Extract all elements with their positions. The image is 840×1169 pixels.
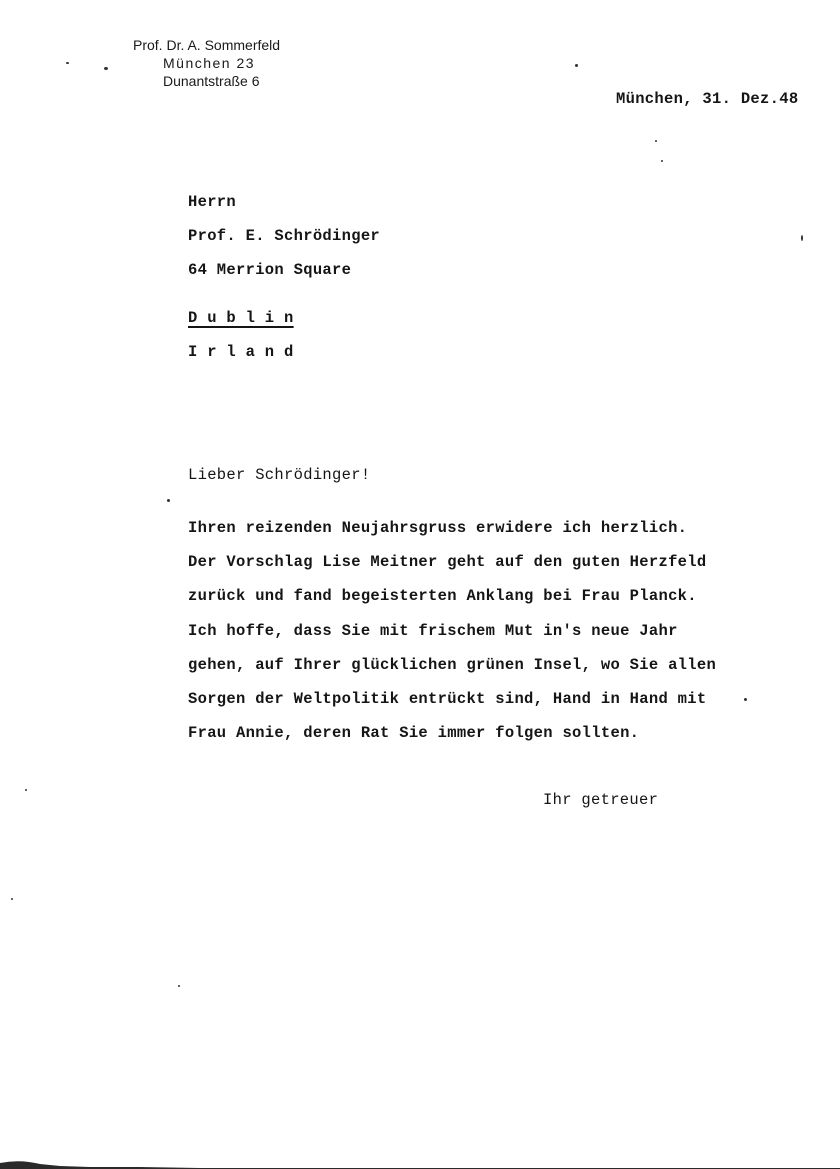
scan-speck: [655, 140, 657, 142]
recipient-name: Prof. E. Schrödinger: [188, 227, 381, 245]
recipient-title: Herrn: [188, 193, 237, 211]
scan-speck: [66, 62, 69, 64]
letter-closing: Ihr getreuer: [543, 791, 659, 809]
body-line: Ihren reizenden Neujahrsgruss erwidere ich herzlich.: [188, 519, 688, 537]
recipient-street: 64 Merrion Square: [188, 261, 352, 279]
sender-name: Prof. Dr. A. Sommerfeld: [133, 37, 281, 53]
scan-speck: [575, 64, 578, 67]
scan-bottom-edge: [0, 1155, 840, 1169]
letter-salutation: Lieber Schrödinger!: [188, 466, 371, 484]
recipient-country: I r l a n d: [188, 343, 294, 361]
scan-speck: [11, 898, 13, 900]
body-line: zurück und fand begeisterten Anklang bei Frau Planck.: [188, 587, 697, 606]
sender-street: Dunantstraße 6: [163, 73, 260, 89]
scan-speck: [167, 499, 170, 502]
recipient-address: [188, 192, 380, 376]
scan-speck: [25, 789, 27, 791]
scan-speck: [661, 160, 663, 162]
scan-speck: [801, 235, 803, 241]
letter-date: München, 31. Dez.48: [616, 90, 799, 108]
body-line: Ich hoffe, dass Sie mit frischem Mut in's neue Jahr: [188, 621, 678, 640]
letter-body: [188, 466, 716, 757]
scan-speck: [178, 985, 180, 987]
body-line: Der Vorschlag Lise Meitner geht auf den guten Herzfeld: [188, 553, 707, 572]
body-line: Frau Annie, deren Rat Sie immer folgen sollten.: [188, 724, 640, 743]
address-spacer: [188, 294, 380, 308]
letterhead-stamp: [133, 36, 280, 90]
scan-speck: [744, 698, 747, 701]
sender-city: München 23: [163, 55, 256, 71]
body-line: Sorgen der Weltpolitik entrückt sind, Hand in Hand mit: [188, 689, 707, 708]
recipient-city: D u b l i n: [188, 309, 294, 327]
scan-speck: [104, 67, 108, 70]
body-line: gehen, auf Ihrer glücklichen grünen Insel, wo Sie allen: [188, 655, 717, 674]
